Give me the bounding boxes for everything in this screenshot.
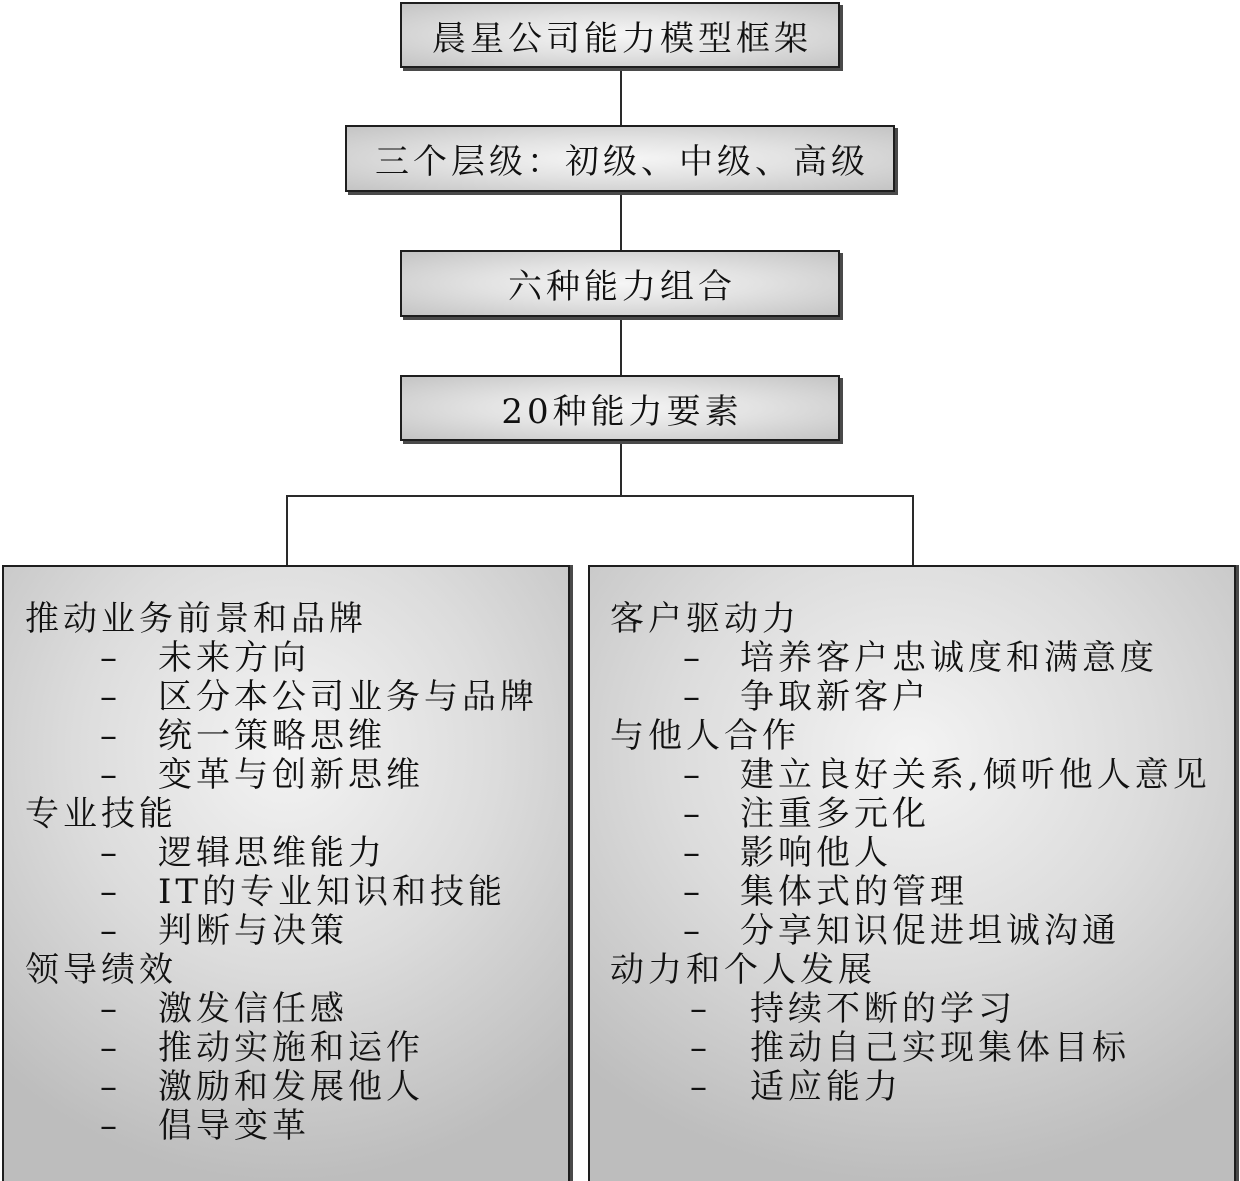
item-label: 注重多元化 xyxy=(740,794,930,834)
left-competency-panel xyxy=(2,565,570,1181)
item-dash: – xyxy=(100,1028,121,1068)
item-dash: – xyxy=(100,716,121,756)
item-label: 变革与创新思维 xyxy=(158,755,424,795)
group-heading: 动力和个人发展 xyxy=(610,950,876,990)
elements-label: 20种能力要素 xyxy=(501,391,743,432)
list-item xyxy=(590,1029,1234,1068)
group-heading: 客户驱动力 xyxy=(610,599,800,639)
item-dash: – xyxy=(683,755,704,795)
list-item xyxy=(4,912,568,951)
elements-box xyxy=(400,375,840,441)
item-dash: – xyxy=(690,1067,711,1107)
list-item xyxy=(590,756,1234,795)
item-label: 未来方向 xyxy=(158,638,310,678)
item-label: IT的专业知识和技能 xyxy=(158,872,507,912)
list-item xyxy=(590,678,1234,717)
list-item xyxy=(590,1068,1234,1107)
list-item xyxy=(590,912,1234,951)
item-label: 激励和发展他人 xyxy=(158,1067,424,1107)
item-label: 持续不断的学习 xyxy=(750,989,1016,1029)
group-heading: 专业技能 xyxy=(25,794,177,834)
item-label: 推动实施和运作 xyxy=(158,1028,424,1068)
item-label: 争取新客户 xyxy=(740,677,930,717)
item-label: 培养客户忠诚度和满意度 xyxy=(740,638,1158,678)
item-label: 统一策略思维 xyxy=(158,716,386,756)
item-dash: – xyxy=(100,677,121,717)
item-dash: – xyxy=(100,638,121,678)
list-item xyxy=(4,756,568,795)
item-label: 集体式的管理 xyxy=(740,872,968,912)
list-item xyxy=(590,834,1234,873)
item-dash: – xyxy=(683,638,704,678)
combinations-box xyxy=(400,250,840,317)
item-dash: – xyxy=(683,872,704,912)
list-item xyxy=(4,678,568,717)
levels-label: 三个层级：初级、中级、高级 xyxy=(375,142,869,182)
item-dash: – xyxy=(690,1028,711,1068)
list-item xyxy=(4,834,568,873)
item-label: 推动自己实现集体目标 xyxy=(750,1028,1130,1068)
item-dash: – xyxy=(100,755,121,795)
item-dash: – xyxy=(100,911,121,951)
item-dash: – xyxy=(100,1067,121,1107)
item-dash: – xyxy=(690,989,711,1029)
item-label: 倡导变革 xyxy=(158,1106,310,1146)
group-heading: 推动业务前景和品牌 xyxy=(25,599,367,639)
list-item xyxy=(590,639,1234,678)
list-item xyxy=(4,990,568,1029)
item-label: 分享知识促进坦诚沟通 xyxy=(740,911,1120,951)
group-heading: 领导绩效 xyxy=(25,950,177,990)
framework-title: 晨星公司能力模型框架 xyxy=(432,18,812,59)
list-item xyxy=(4,1068,568,1107)
item-dash: – xyxy=(100,833,121,873)
item-label: 判断与决策 xyxy=(158,911,348,951)
framework-title-box xyxy=(400,2,840,68)
item-dash: – xyxy=(683,794,704,834)
list-item xyxy=(4,639,568,678)
item-dash: – xyxy=(100,989,121,1029)
item-label: 区分本公司业务与品牌 xyxy=(158,677,538,717)
item-dash: – xyxy=(683,911,704,951)
combinations-label: 六种能力组合 xyxy=(508,267,736,307)
item-dash: – xyxy=(683,677,704,717)
list-item xyxy=(590,990,1234,1029)
list-item xyxy=(4,1107,568,1146)
item-dash: – xyxy=(683,833,704,873)
right-competency-panel xyxy=(588,565,1236,1181)
list-item xyxy=(4,873,568,912)
levels-box xyxy=(345,125,895,192)
item-label: 适应能力 xyxy=(750,1067,902,1107)
list-item xyxy=(4,1029,568,1068)
group-heading: 与他人合作 xyxy=(610,716,800,756)
item-label: 逻辑思维能力 xyxy=(158,833,386,873)
item-dash: – xyxy=(100,1106,121,1146)
item-label: 激发信任感 xyxy=(158,989,348,1029)
item-label: 影响他人 xyxy=(740,833,892,873)
item-dash: – xyxy=(100,872,121,912)
list-item xyxy=(4,717,568,756)
item-label: 建立良好关系,倾听他人意见 xyxy=(740,755,1211,795)
list-item xyxy=(590,873,1234,912)
list-item xyxy=(590,795,1234,834)
